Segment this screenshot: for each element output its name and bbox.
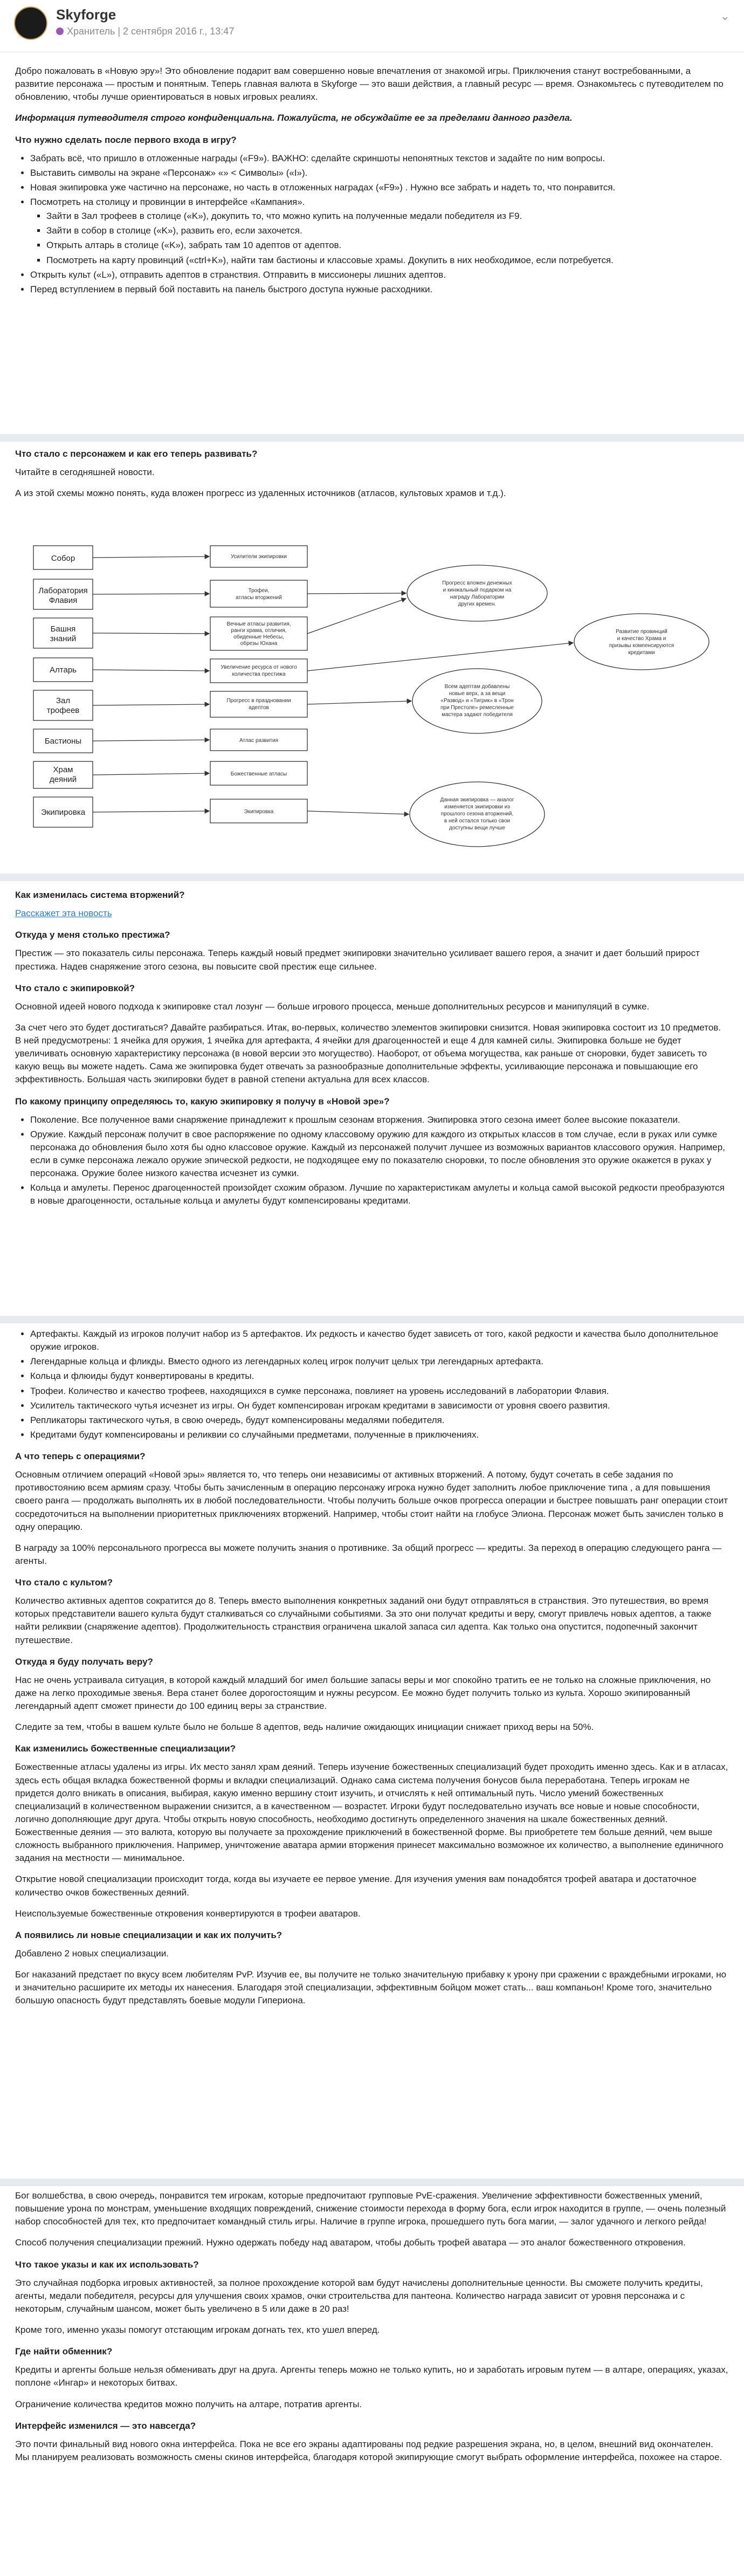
diagram-oval-label: новые верх, а за вещи — [449, 691, 506, 697]
diagram-oval-label: призывы компенсируются — [609, 643, 674, 649]
newspec-text-2: Бог наказаний предстает по вкусу всем любителям PvP. Изучив ее, вы получите не только значительную прибавку к урону при сражении с враждебными игроками, но и значительно расширите их методы их нанесения. Благодаря этой специализации, эффективным бойцом может стать... ваш компаньон! Кроме того, значительно большую опасность будут представлять боевые модули Гипериона. — [15, 1969, 727, 2006]
section-divider — [0, 874, 744, 881]
list-item: • Перед вступлением в первый бой поставить на панель быстрого доступа нужные расходники. — [30, 283, 729, 296]
list-item: • Легендарные кольца и фликды. Вместо одного из легендарных колец игрок получит целых три легендарных артефакта. — [30, 1355, 729, 1368]
principle-title: По какому принципу определяюсь то, какую экипировку я получу в «Новой эре»? — [15, 1096, 390, 1107]
newspec-text-4: Способ получения специализации прежний. Нужно одержать победу над аватаром, чтобы добыть трофей аватара — это аналог божественного откровения. — [15, 2237, 686, 2248]
diagram-mid-label: ранги храма, отличия, — [231, 628, 287, 634]
list-item: • Репликаторы тактического чутья, в свою очередь, будут компенсированы медалями победителя. — [30, 1414, 729, 1427]
diagram-left-label: Башня — [50, 624, 76, 634]
diagram-mid-label: Прогресс в праздновании — [226, 698, 291, 704]
invasion-news-link[interactable]: Расскажет эта новость — [15, 908, 112, 919]
diagram-oval-label: прошлого сезона вторжений, — [440, 811, 514, 817]
newspec-text-3: Бог волшебства, в свою очередь, понравится тем игрокам, которые предпочитают групповые PvE-сражения. Увеличение эффективности божественных умений, повышение урона по монстрам, уменьшение входящих повреждений, снижение стоимости перехода в форму бога, если игрок находится в группе, — очень полезный набор способностей для тех, кто предпочитает командный стиль игры. Наличие в группе игрока, прошедшего путь бога магии, — залог удачного и легкого рейда! — [15, 2190, 726, 2227]
diagram-mid-label: Увеличение ресурса от нового — [221, 664, 297, 670]
q2-title: Что стало с персонажем и как его теперь развивать? — [15, 449, 258, 459]
ui-text: Это почти финальный вид нового окна интерфейса. Пока не все его экраны адаптированы под редкие разрешения экрана, но, в целом, внешний вид окончателен. Мы планируем реализовать возможность смены скинов интерфейса, благодаря которой экипирующие смогут выбрать оформление интерфейса, похожее на старое. — [15, 2438, 722, 2462]
diagram-oval-label: мастера задают победителя — [442, 712, 513, 718]
diagram-mid-label: атласы вторжений — [236, 595, 282, 601]
list-item: ▪ Открыть алтарь в столице («K»), забрать там 10 адептов от адептов. — [46, 239, 729, 252]
diagram-oval-label: при Престоле» ремесленные — [440, 705, 514, 711]
q2-text-2: А из этой схемы можно понять, куда вложен прогресс из удаленных источников (атласов, культовых храмов и т.д.). — [15, 488, 506, 499]
diagram-mid-label: Трофеи, — [248, 588, 270, 594]
list-item: • Кредитами будут компенсированы и реликвии со случайными предметами, полученные в приключениях. — [30, 1428, 729, 1441]
diagram-left-label: знаний — [50, 634, 77, 643]
diagram-left-label: Собор — [51, 554, 75, 563]
list-item: ▪ Посмотреть на карту провинций («ctrl+K»), найти там бастионы и классовые храмы. Докупить в них необходимое, если потребуется. — [46, 254, 729, 267]
diagram-oval-label: «Развод» и «Тигрик» в «Трон — [440, 698, 514, 704]
equip-title: Что стало с экипировкой? — [15, 983, 135, 993]
list-item: ▪ Зайти в Зал трофеев в столице («K»), докупить то, что можно купить на полученные медали победителя из F9. — [46, 210, 729, 223]
signs-title: Что такое указы и как их использовать? — [15, 2259, 199, 2270]
faith-title: Откуда я буду получать веру? — [15, 1656, 153, 1667]
cult-title: Что стало с культом? — [15, 1577, 113, 1588]
diagram-left-label: Лаборатория — [38, 586, 88, 595]
trade-title: Где найти обменник? — [15, 2346, 113, 2357]
newspec-text-1: Добавлено 2 новых специализации. — [15, 1948, 169, 1959]
equip-text-1: Основной идеей нового подхода к экипировке стал лозунг — больше игрового процесса, меньше дополнительных ресурсов и манипуляций в сумке. — [15, 1001, 650, 1012]
diagram-oval-label: в ней остался только свои — [444, 818, 511, 824]
equipment-section — [15, 1328, 729, 2015]
ui-title: Интерфейс изменился — это навсегда? — [15, 2420, 196, 2431]
chevron-down-icon[interactable]: ⌄ — [720, 9, 730, 23]
final-section — [15, 2189, 729, 2472]
diagram-oval-label: других времен. — [458, 601, 497, 607]
list-item: • Трофеи. Количество и качество трофеев, находящихся в сумке персонажа, повлияет на уровень исследований в лаборатории Флавия. — [30, 1385, 729, 1398]
author-role: Хранитель — [67, 26, 115, 37]
diagram-oval-label: доступны вещи лучше — [449, 825, 505, 831]
post-meta: Хранитель | 2 сентября 2016 г., 13:47 — [56, 25, 234, 39]
prestige-text: Престиж — это показатель силы персонажа. Теперь каждый новый предмет экипировки значительно усиливает вашего героя, а значит и дает больший прирост престижа. Надев снаряжение этого сезона, вы повысите свой престиж еще сильнее. — [15, 948, 700, 972]
q1-title: Что нужно сделать после первого входа в игру? — [15, 134, 237, 145]
diagram-mid-label: Вечные атласы развития, — [226, 621, 291, 627]
diagram-mid-label: адептов — [249, 705, 269, 711]
diagram-left-label: деяний — [49, 775, 77, 784]
intro-section — [15, 65, 729, 304]
diagram-mid-label: Усилители экипировки — [230, 554, 287, 560]
diagram-left-label: Бастионы — [44, 737, 82, 746]
list-item: • Забрать всё, что пришло в отложенные награды («F9»). ВАЖНО: сделайте скриншоты непонятных текстов и задайте по ним вопросы. — [30, 152, 729, 165]
trade-text-1: Кредиты и аргенты больше нельзя обменивать друг на друга. Аргенты теперь можно не только купить, но и заработать игровым путем — в алтаре, операциях, указах, поплоне «Ингар» и некоторых битвах. — [15, 2365, 728, 2388]
list-item: ▪ Зайти в собор в столице («K»), развить его, если захочется. — [46, 224, 729, 237]
faith-text-2: Следите за тем, чтобы в вашем культе было не больше 8 адептов, ведь наличие ожидающих инициации снижает приход веры на 50%. — [15, 1722, 594, 1733]
diagram-oval-label: награду Лаборатории — [450, 594, 505, 600]
trade-text-2: Ограничение количества кредитов можно получить на алтаре, потратив аргенты. — [15, 2399, 362, 2409]
invasion-section — [15, 889, 729, 1215]
character-section — [15, 448, 729, 508]
list-item: • Оружие. Каждый персонаж получит в свое распоряжение по одному классовому оружию для каждого из открытых классов в том случае, если в руках или сумке персонажа до обновления было хотя бы одно классовое оружие. Каждый из персонажей получит лучшее из возможных вариантов классового оружия. Например, если в сумке персонажа лежало оружие эпической редкости, не подходящее ему по показателю сноровки, то после обновления это оружие окажется в руках у персонажа. Оружие более низкого качества исчезнет из сумки. — [30, 1128, 729, 1180]
diagram-oval-label: и качество Храма и — [617, 636, 666, 642]
section-divider — [0, 2179, 744, 2186]
divine-text-3: Неиспользуемые божественные откровения конвертируются в трофеи аватаров. — [15, 1908, 361, 1919]
diagram-mid-label: обиденные Небесы, — [233, 634, 284, 640]
signs-text-1: Это случайная подборка игровых активностей, за полное прохождение которой вам будут начислены дополнительные ценности. Вы сможете получить кредиты, агенты, медали победителя, ресурсы для улучшения своих храмов, очки строительства для пантеона. Количество награда зависит от уровня персонажа и с некоторым, случайным шансом, может быть увеличено в 5 или даже в 20 раз! — [15, 2277, 703, 2314]
progress-diagram — [22, 539, 722, 868]
diagram-oval-label: и кинжальный подарком на — [443, 587, 512, 593]
q2-text-1: Читайте в сегодняшней новости. — [15, 467, 155, 478]
list-item: • Кольца и амулеты. Перенос драгоценностей произойдет схожим образом. Лучшие по характеристикам амулеты и кольца самой высокой редкости преобразуются в новые драгоценности, остальные кольца и амулеты будут компенсированы кредитами. — [30, 1181, 729, 1207]
section-divider — [0, 434, 744, 442]
list-item: • Новая экипировка уже частично на персонаже, но часть в отложенных наградах («F9») . Нужно все забрать и надеть то, что понравится. — [30, 181, 729, 194]
q1-list — [15, 152, 729, 296]
diagram-oval-label: Развитие провинций — [616, 629, 667, 635]
list-item: • Кольца и флюиды будут конвертированы в кредиты. — [30, 1370, 729, 1383]
diagram-mid-label: обрезы Юхана — [240, 641, 278, 647]
cult-text: Количество активных адептов сократится до 8. Теперь вместо выполнения конкретных заданий они будут отправляться в странствия. Это путешествия, во время которых представители вашего культа будут сталкиваться со случайными событиями. За это они получат кредиты и веру, смогут привлечь новых адептов, а также найти реликвии (снаряжение адептов). Продолжительность странствия ограничена шкалой запаса сил адепта. Как только она опустится, подопечный закончит путешествие. — [15, 1596, 712, 1645]
diagram-left-label: Зал — [56, 696, 71, 705]
diagram-mid-label: Атлас развития — [239, 738, 279, 744]
ops-text-1: Основным отличием операций «Новой эры» является то, что теперь они независимы от активных вторжений. А потому, будут сочетать в себе задания по противостоянию всем армиям сразу. Чтобы быть зачисленным в операцию персонажу игрока нужно будет заполнить любое приключение типа , а для повышения своего ранга — продолжать выполнять их в любой последовательности. Чтобы получить больше очков прогресса операции и быстрее повышать ранг операции стоит сосредоточиться на выполнении приоритетных приключениях вторжений. Например, чтобы стоит найти на глобусе Элиона. Персонаж может быть зачислен только в одну операцию. — [15, 1469, 728, 1532]
intro-text: Добро пожаловать в «Новую эру»! Это обновление подарит вам совершенно новые впечатления от знакомой игры. Приключения станут востребованными, а развитие персонажа — простым и понятным. Теперь главная валюта в Skyforge — это ваши действия, а главный ресурс — время. Ознакомьтесь с путеводителем по обновлению, чтобы лучше ориентироваться в новых игровых реалиях. — [15, 66, 724, 102]
diagram-left-label: трофеев — [46, 706, 80, 715]
newspec-title: А появились ли новые специализации и как их получить? — [15, 1929, 283, 1940]
list-item: • Открыть культ («L»), отправить адептов в странствия. Отправить в миссионеры лишних адептов. — [30, 269, 729, 281]
principle-list — [15, 1114, 729, 1208]
list-item: • Посмотреть на столицу и провинции в интерфейсе «Кампания». ▪ Зайти в Зал трофеев в столице («K»), докупить то, что можно купить на полученные медали победителя из F9. ▪ Зайти в собор в столице («K»), развить его, если захочется. ▪ Открыть алтарь в столице («K»), забрать там 10 адептов от адептов. ▪ Посмотреть на карту провинций («ctrl+K»), найти там бастионы и классовые храмы. Докупить в них необходимое, если потребуется. — [30, 196, 729, 267]
diagram-left-label: Флавия — [49, 596, 78, 605]
ops-text-2: В награду за 100% персонального прогресса вы можете получить знания о противнике. За общий прогресс — кредиты. За переход в операцию следующего ранга — агенты. — [15, 1542, 722, 1566]
diagram-left-label: Храм — [53, 765, 73, 774]
signs-text-2: Кроме того, именно указы помогут отстающим игрокам догнать тех, кто ушел вперед. — [15, 2325, 380, 2335]
divine-title: Как изменились божественные специализации? — [15, 1743, 236, 1754]
ops-title: А что теперь с операциями? — [15, 1451, 146, 1461]
author-avatar[interactable] — [14, 6, 47, 40]
diagram-left-label: Алтарь — [50, 665, 77, 675]
divine-text-1: Божественные атласы удалены из игры. Их место занял храм деяний. Теперь изучение божественных специализаций будет проходить именно здесь. Как и в атласах, здесь есть общая вкладка божественной формы и вкладки специализаций. Однако сама система получения бонусов была переработана. Теперь игрокам не придется долго вникать в описания, выбирая, какую именно вершину стоит изучить, и отчислять к ней оптимальный путь. Число умений божественных специализаций в количественном выражении снизится, а в качественном — возрастет. Игроки будут последовательно изучать все новые и новые способности, логично дополняющие друг друга. Чтобы открыть новую способность, необходимо достигнуть определенного значения на шкале божественных деяний. Божественные деяния — это валюта, которую вы получаете за прохождение приключений в божественной форме. Вы приобретете тем больше деяний, чем выше сложность выбранного приключения. Например, уничтожение аватара армии вторжения принесет максимально возможное их количество, а выполнение единичного задания на местности — минимальное. — [15, 1762, 728, 1864]
diagram-mid-label: Экипировка — [244, 809, 274, 815]
diagram-left-label: Экипировка — [40, 808, 86, 817]
invasion-title: Как изменилась система вторжений? — [15, 890, 185, 900]
faith-text-1: Нас не очень устраивала ситуация, в которой каждый младший бог имел большие запасы веры и мог спокойно тратить ее не только на сложные приключения, но даже на легко проходимые звенья. Вера станет более дорогостоящим и нужны ресурсом. Ее можно будет получить только из культа. Хорошо экипированный легендарный адепт сможет принести до 100 единиц веры за странствие. — [15, 1674, 711, 1711]
principle-list-cont — [15, 1328, 729, 1441]
diagram-oval-label: Всем адептам добавлены — [444, 684, 510, 690]
q1-sublist — [30, 210, 729, 267]
section-divider — [0, 1316, 744, 1323]
diagram-oval-label: Прогресс вложен денежных — [442, 580, 512, 586]
prestige-title: Откуда у меня столько престижа? — [15, 930, 170, 940]
diagram-oval-label: изменяется экипировки из — [444, 804, 510, 810]
list-item: • Усилитель тактического чутья исчезнет из игры. Он будет компенсирован игрокам кредитами в зависимости от уровня своего развития. — [30, 1399, 729, 1412]
equip-text-2: За счет чего это будет достигаться? Давайте разбираться. Итак, во-первых, количество элементов экипировки снизится. Новая экипировка состоит из 10 предметов. В ней предусмотрены: 1 ячейка для оружия, 1 ячейка для артефакта, 4 ячейки для драгоценностей и еще 4 для камней силы. Экипировка больше не будет увеличивать основную характеристику персонажа (в новой версии это могущество). Наоборот, от объема могущества, как раньше от сноровки, будет зависеть то какую вещь вы можете надеть. Сама же экипировка будет отвечать за разнообразные дополнительные эффекты, усиливающие персонажа и повышающие его эффективность. Большая часть экипировки будет в равной степени актуальна для всех классов. — [15, 1022, 721, 1085]
author-name[interactable]: Skyforge — [56, 6, 116, 23]
confidential-note: Информация путеводителя строго конфиденциальна. Пожалуйста, не обсуждайте ее за пределами данного раздела. — [15, 113, 573, 123]
diagram-mid-label: Божественные атласы — [230, 771, 287, 777]
diagram-mid-label: количества престижа — [232, 671, 286, 677]
role-badge-icon — [56, 28, 64, 35]
list-item: • Поколение. Все полученное вами снаряжение принадлежит к прошлым сезонам вторжения. Экипировка этого сезона имеет более высокие показатели. — [30, 1114, 729, 1126]
diagram-oval-label: кредитами — [628, 650, 655, 656]
post-header — [0, 0, 744, 52]
list-item: • Артефакты. Каждый из игроков получит набор из 5 артефактов. Их редкость и качество будет зависеть от того, какой редкости и качества было дополнительное оружие игроков. — [30, 1328, 729, 1354]
post-date: 2 сентября 2016 г., 13:47 — [123, 26, 235, 37]
divine-text-2: Открытие новой специализации происходит тогда, когда вы изучаете ее первое умение. Для изучения умения вам понадобятся трофей аватара и достаточное количество очков божественных деяний. — [15, 1874, 697, 1898]
diagram-oval-label: Данная экипировка — аналог — [440, 797, 514, 803]
list-item: • Выставить символы на экране «Персонаж» «» < Символы» («I»). — [30, 167, 729, 180]
